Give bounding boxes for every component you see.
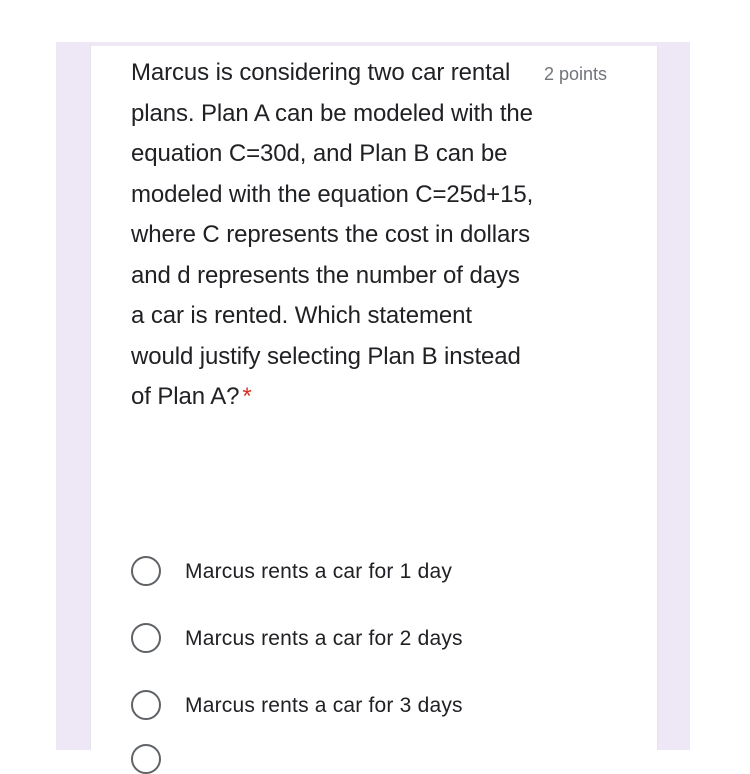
radio-button[interactable] — [131, 623, 161, 653]
radio-button[interactable] — [131, 690, 161, 720]
required-indicator: * — [242, 383, 252, 410]
option-label: Marcus rents a car for 3 days — [185, 693, 463, 717]
question-title — [131, 53, 536, 418]
option-label: Marcus rents a car for 2 days — [185, 626, 463, 650]
top-band — [0, 0, 750, 42]
points-label: 2 points — [544, 64, 608, 84]
question-text: Marcus is considering two car rental plans. Plan A can be modeled with the equation C=30d, and Plan B can be modeled with the equation C=25d+15, where C represents the cost in dollars and d represents the number of days a car is rented. Which statement would justify selecting Plan B instead of Plan A? — [131, 59, 534, 410]
option-2[interactable] — [131, 605, 631, 672]
radio-button-partial[interactable] — [131, 744, 161, 774]
option-1[interactable] — [131, 538, 631, 605]
option-3[interactable] — [131, 672, 631, 739]
answer-options — [131, 538, 631, 739]
option-label: Marcus rents a car for 1 day — [185, 559, 453, 583]
radio-button[interactable] — [131, 556, 161, 586]
